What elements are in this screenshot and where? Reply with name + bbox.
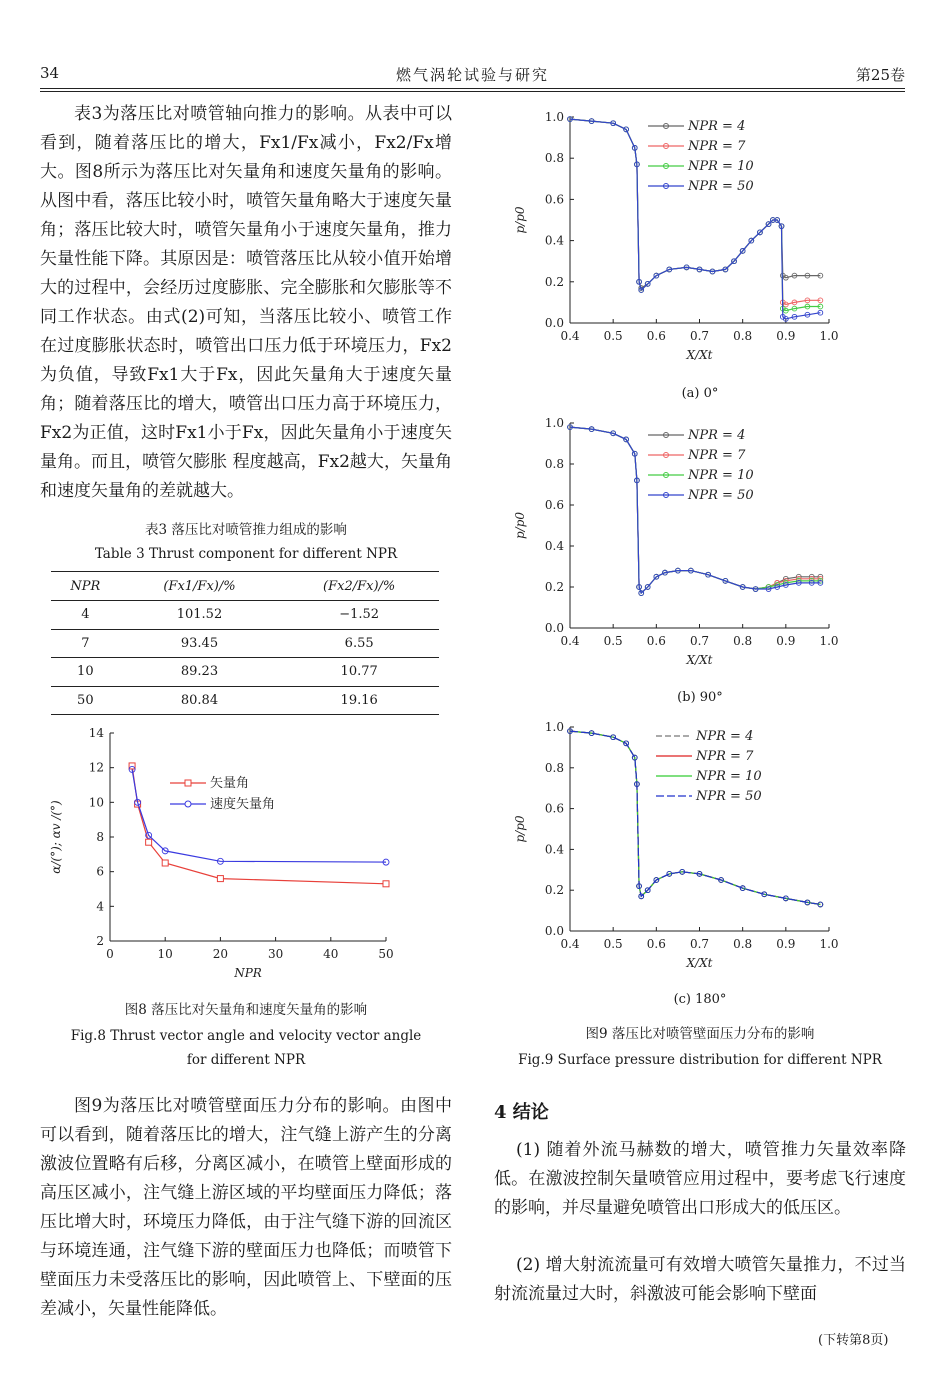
table-cell: 7: [51, 629, 120, 658]
y-tick-label: 0.4: [544, 539, 564, 553]
x-axis-label: X/Xt: [686, 653, 713, 667]
x-tick-label: 0.5: [603, 634, 623, 648]
y-tick-label: 2: [96, 934, 104, 948]
y-tick-label: 0.0: [544, 621, 564, 635]
fig9-caption-en: Fig.9 Surface pressure distribution for different NPR: [518, 1052, 882, 1068]
x-tick-label: 0.5: [603, 937, 623, 951]
paragraph-fig9-discussion: 图9为落压比对喷管壁面压力分布的影响。由图中可以看到，随着落压比的增大，注气缝上游产生的分离激波位置略有后移，分离区减小，在喷管上壁面形成的高压区减小，注气缝上游区域的平均壁面压力降低；落压比增大时，环境压力降低，由于注气缝下游的回流区与环境连通，注气缝下游的壁面压力也降低；而喷管下壁面压力未受落压比的影响，因此喷管上、下壁面的压差减小，矢量性能降低。: [40, 1096, 452, 1319]
legend-label: NPR = 10: [688, 468, 754, 483]
y-tick-label: 6: [96, 864, 104, 879]
column-header: (Fx1/Fx)/%: [120, 572, 280, 601]
y-tick-label: 1.0: [544, 720, 564, 734]
y-tick-label: 10: [88, 795, 104, 810]
table-cell: −1.52: [279, 601, 439, 630]
legend-label: NPR = 10: [696, 769, 762, 784]
y-tick-label: 1.0: [544, 110, 564, 124]
legend-label: NPR = 7: [688, 448, 746, 463]
table-cell: 101.52: [120, 601, 280, 630]
x-tick-label: 0.6: [646, 937, 666, 951]
y-tick-label: 0.6: [544, 192, 564, 207]
x-axis-label: NPR: [234, 966, 262, 980]
x-tick-label: 0.8: [733, 329, 753, 343]
volume-label: 第25卷: [855, 66, 905, 84]
y-tick-label: 1.0: [544, 416, 564, 430]
y-axis-label: p/p0: [513, 206, 527, 234]
x-tick-label: 30: [267, 947, 284, 961]
y-tick-label: 0.2: [544, 274, 564, 289]
table-cell: 93.45: [120, 629, 280, 658]
x-axis-label: X/Xt: [686, 956, 713, 970]
legend-label: NPR = 4: [688, 119, 746, 134]
x-tick-label: 1.0: [819, 937, 839, 951]
y-tick-label: 12: [88, 760, 104, 775]
table-cell: 89.23: [120, 658, 280, 687]
legend-label: NPR = 7: [688, 139, 746, 154]
x-tick-label: 0.6: [646, 634, 666, 648]
table-cell: 10: [51, 658, 120, 687]
table-cell: 10.77: [279, 658, 439, 687]
y-tick-label: 0.6: [544, 801, 564, 816]
legend-label: 速度矢量角: [210, 797, 276, 812]
legend-label: NPR = 50: [688, 179, 754, 194]
x-tick-label: 0.4: [560, 329, 580, 343]
legend-label: NPR = 50: [696, 789, 762, 804]
x-axis-label: X/Xt: [686, 348, 713, 362]
y-tick-label: 0.8: [544, 457, 564, 471]
x-tick-label: 0.9: [776, 329, 796, 343]
y-tick-label: 0.2: [544, 580, 564, 594]
x-tick-label: 0.5: [603, 329, 623, 343]
y-tick-label: 8: [96, 830, 104, 844]
table-cell: 6.55: [279, 629, 439, 658]
x-tick-label: 20: [212, 947, 229, 961]
table3-caption-cn: 表3 落压比对喷管推力组成的影响: [145, 522, 347, 538]
section-heading: 4 结论: [494, 1102, 549, 1123]
x-tick-label: 0.7: [689, 634, 710, 648]
legend-label: NPR = 4: [696, 729, 754, 744]
y-tick-label: 0.0: [544, 924, 564, 938]
y-tick-label: 0.8: [544, 760, 564, 775]
y-tick-label: 0.6: [544, 498, 564, 512]
legend-label: NPR = 7: [696, 749, 754, 764]
fig9a-subcaption: (a) 0°: [681, 386, 719, 401]
table-cell: 4: [51, 601, 120, 630]
table-cell: 19.16: [279, 686, 439, 715]
x-tick-label: 0.4: [560, 937, 580, 951]
fig8-caption-cn: 图8 落压比对矢量角和速度矢量角的影响: [124, 1002, 368, 1018]
y-tick-label: 0.4: [544, 842, 564, 857]
journal-title: 燃气涡轮试验与研究: [395, 66, 549, 84]
y-tick-label: 0.8: [544, 151, 564, 166]
conclusion-2: (2) 增大射流流量可有效增大喷管矢量推力，不过当射流流量过大时，斜激波可能会影响下壁面: [494, 1255, 906, 1304]
table-cell: 80.84: [120, 686, 280, 715]
y-tick-label: 0.4: [544, 233, 564, 248]
x-tick-label: 50: [378, 947, 394, 961]
y-tick-label: 14: [88, 726, 104, 740]
fig9c-subcaption: (c) 180°: [673, 992, 727, 1007]
y-axis-label: p/p0: [513, 815, 527, 843]
x-tick-label: 10: [157, 947, 173, 961]
x-tick-label: 0.7: [689, 937, 710, 951]
column-header: NPR: [51, 572, 120, 601]
y-axis-label: p/p0: [513, 511, 527, 540]
fig9-caption-cn: 图9 落压比对喷管壁面压力分布的影响: [585, 1026, 815, 1042]
x-tick-label: 1.0: [819, 634, 839, 648]
x-tick-label: 0.6: [646, 329, 666, 343]
paragraph-ntpr-thrust: 表3为落压比对喷管轴向推力的影响。从表中可以看到，随着落压比的增大，Fx1/Fx减小，Fx2/Fx增大。图8所示为落压比对矢量角和速度矢量角的影响。从图中看，落压比较小时，喷管矢量角略大于速度矢量角；落压比较大时，喷管矢量角小于速度矢量角，推力矢量性能下降。其原因是：喷管落压比从较小值开始增大的过程中，会经历过度膨胀、完全膨胀和欠膨胀等不同工作状态。由式(2)可知，当落压比较小、喷管工作在过度膨胀状态时，喷管出口压力低于环境压力，Fx2为负值，导致Fx1大于Fx，因此矢量角大于速度矢量角；随着落压比的增大，喷管出口压力高于环境压力，Fx2为正值，这时Fx1小于Fx，因此矢量角小于速度矢量角。而且，喷管欠膨胀 程度越高，Fx2越大，矢量角和速度矢量角的差就越大。: [40, 104, 452, 501]
conclusion-1: (1) 随着外流马赫数的增大，喷管推力矢量效率降低。在激波控制矢量喷管应用过程中，要考虑飞行速度的影响，并尽量避免喷管出口形成大的低压区。: [494, 1140, 906, 1218]
y-tick-label: 0.0: [544, 316, 564, 330]
x-tick-label: 40: [323, 947, 339, 961]
column-header: (Fx2/Fx)/%: [279, 572, 439, 601]
legend-label: 矢量角: [210, 776, 250, 791]
legend-label: NPR = 4: [688, 428, 746, 443]
x-tick-label: 1.0: [819, 329, 839, 343]
continued-note: (下转第8页): [818, 1333, 889, 1348]
x-tick-label: 0.7: [689, 329, 710, 343]
fig8-caption-en-1: Fig.8 Thrust vector angle and velocity vector angle: [70, 1028, 422, 1044]
x-tick-label: 0: [106, 947, 114, 961]
y-tick-label: 4: [96, 899, 104, 914]
page-number: 34: [40, 64, 60, 82]
x-tick-label: 0.9: [776, 634, 796, 648]
fig8-caption-en-2: for different NPR: [186, 1052, 306, 1068]
x-tick-label: 0.9: [776, 937, 796, 951]
legend-label: NPR = 50: [688, 488, 754, 503]
y-axis-label: α/(°); αv /(°): [49, 800, 63, 874]
fig9b-subcaption: (b) 90°: [677, 690, 723, 705]
legend-label: NPR = 10: [688, 159, 754, 174]
x-tick-label: 0.8: [733, 634, 753, 648]
y-tick-label: 0.2: [544, 883, 564, 898]
table3-caption-en: Table 3 Thrust component for different NPR: [94, 546, 398, 562]
x-tick-label: 0.4: [560, 634, 580, 648]
x-tick-label: 0.8: [733, 937, 753, 951]
table-cell: 50: [51, 686, 120, 715]
